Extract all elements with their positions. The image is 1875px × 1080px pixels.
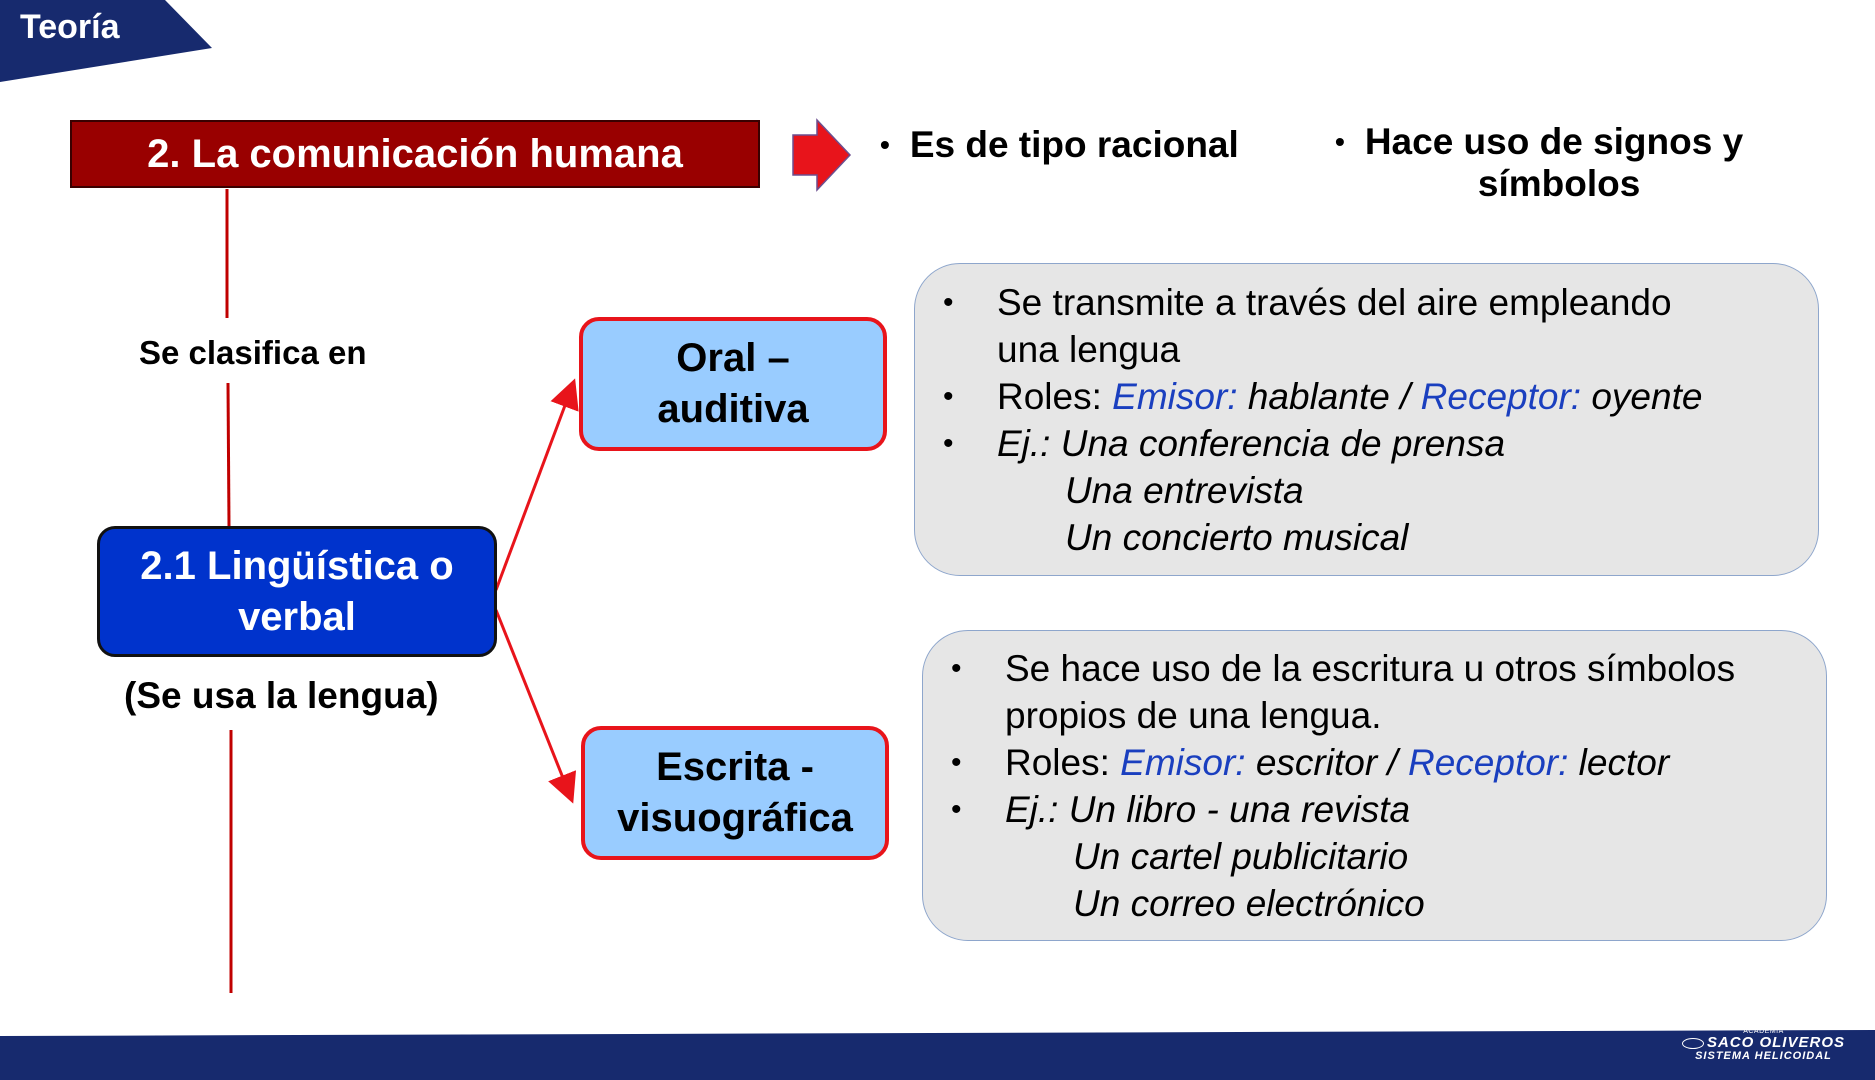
footer-band	[0, 1030, 1875, 1080]
roles-line: • Roles: Emisor: hablante / Receptor: oyente	[915, 373, 1818, 420]
roles-line: • Roles: Emisor: escritor / Receptor: lector	[923, 739, 1826, 786]
logo-emblem-icon	[1682, 1038, 1704, 1049]
bullet-icon: •	[951, 746, 962, 779]
bullet-icon: •	[1335, 126, 1345, 157]
bullet-icon: •	[943, 427, 954, 460]
node-linguistic: 2.1 Lingüística o verbal	[97, 526, 497, 657]
bullet-icon: •	[951, 793, 962, 826]
trunk-line-mid	[228, 383, 229, 526]
bullet-icon: •	[951, 652, 962, 685]
logo-name: SACO OLIVEROS	[1682, 1035, 1845, 1050]
info-box-written: • Se hace uso de la escritura u otros símbolos propios de una lengua. • Roles: Emisor: escritor / Receptor: lector • Ej.: Un libro - una revista Un cartel publicitario Un correo electrónico	[922, 630, 1827, 941]
bullet-icon: •	[880, 129, 890, 160]
node-oral: Oral – auditiva	[579, 317, 887, 451]
node-escrita: Escrita - visuográfica	[581, 726, 889, 860]
examples-line: • Ej.: Un libro - una revista	[923, 786, 1826, 833]
classify-label: Se clasifica en	[139, 334, 367, 371]
feature-signs: • Hace uso de signos y símbolos	[1335, 121, 1744, 204]
feature-rational: • Es de tipo racional	[880, 124, 1239, 165]
arrow-to-oral	[496, 384, 573, 590]
right-arrow-icon	[793, 120, 850, 190]
examples-line: • Ej.: Una conferencia de prensa	[915, 420, 1818, 467]
info-box-oral: • Se transmite a través del aire empleando una lengua • Roles: Emisor: hablante / Receptor: oyente • Ej.: Una conferencia de prensa Una entrevista Un concierto musical	[914, 263, 1819, 576]
bullet-icon: •	[943, 286, 954, 319]
uses-language-label: (Se usa la lengua)	[124, 675, 439, 716]
arrow-to-escrita	[496, 610, 571, 798]
header-tag: Teoría	[20, 8, 120, 46]
footer-logo: ACADEMIA SACO OLIVEROS SISTEMA HELICOIDAL	[1682, 1028, 1845, 1062]
bullet-icon: •	[943, 380, 954, 413]
topic-title: 2. La comunicación humana	[70, 120, 760, 188]
